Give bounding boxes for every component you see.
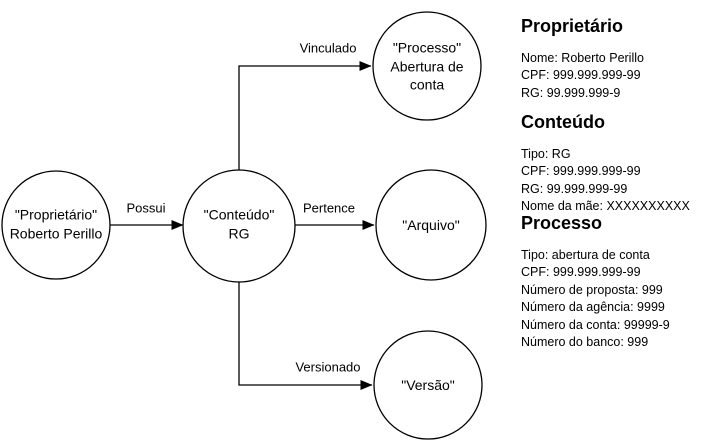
node-proprietario-label-line: "Proprietário" (14, 206, 98, 223)
attr-line: CPF: 999.999.999-99 (521, 68, 641, 83)
node-proprietario-label-line: Roberto Perillo (9, 225, 103, 241)
attr-line: RG: 99.999.999-99 (521, 181, 628, 196)
node-arquivo-label (402, 216, 459, 235)
node-processo-label-line: "Processo" (392, 39, 462, 56)
attr-line: Nome: Roberto Perillo (521, 51, 644, 65)
node-versao-label (401, 376, 455, 395)
attr-line: Número da agência: 9999 (521, 300, 665, 315)
node-conteudo-label-line: "Conteúdo" (203, 206, 275, 223)
attr-line: CPF: 999.999.999-99 (521, 164, 641, 179)
attr-line: Número de proposta: 999 (521, 282, 663, 297)
node-processo-label-line: conta (409, 76, 445, 93)
panel-section-title: Proprietário (521, 16, 624, 36)
node-processo-label (390, 38, 463, 94)
panel-section-title: Conteúdo (521, 112, 605, 132)
edge-versionado-label: Versionado (295, 359, 361, 375)
node-processo-label-line: Abertura de (390, 57, 464, 74)
edge-pertence-label: Pertence (302, 200, 356, 216)
panel-section-title: Processo (521, 213, 603, 233)
edge-vinculado-arrow-line (239, 66, 371, 170)
attr-line: Número da conta: 99999-9 (521, 317, 670, 332)
node-arquivo-label-line: "Arquivo" (402, 216, 460, 233)
panel-section-processo (521, 213, 670, 351)
edge-vinculado-label: Vinculado (299, 40, 357, 56)
attr-line: Número do banco: 999 (521, 335, 649, 350)
attr-line: Tipo: abertura de conta (521, 248, 650, 262)
attr-line: Tipo: RG (521, 147, 571, 161)
attr-line: Nome da mãe: XXXXXXXXXX (521, 199, 690, 214)
node-proprietario-label (10, 206, 103, 243)
panel-section-conteudo (521, 112, 690, 216)
attr-line: RG: 99.999.999-9 (521, 85, 621, 100)
attr-line: CPF: 999.999.999-99 (521, 265, 641, 280)
node-conteudo-label-line: RG (228, 225, 250, 241)
panel-section-proprietario (521, 16, 644, 102)
edge-possui-label: Possui (126, 200, 166, 216)
node-versao-label-line: "Versão" (401, 376, 455, 393)
node-conteudo-label (204, 206, 275, 243)
